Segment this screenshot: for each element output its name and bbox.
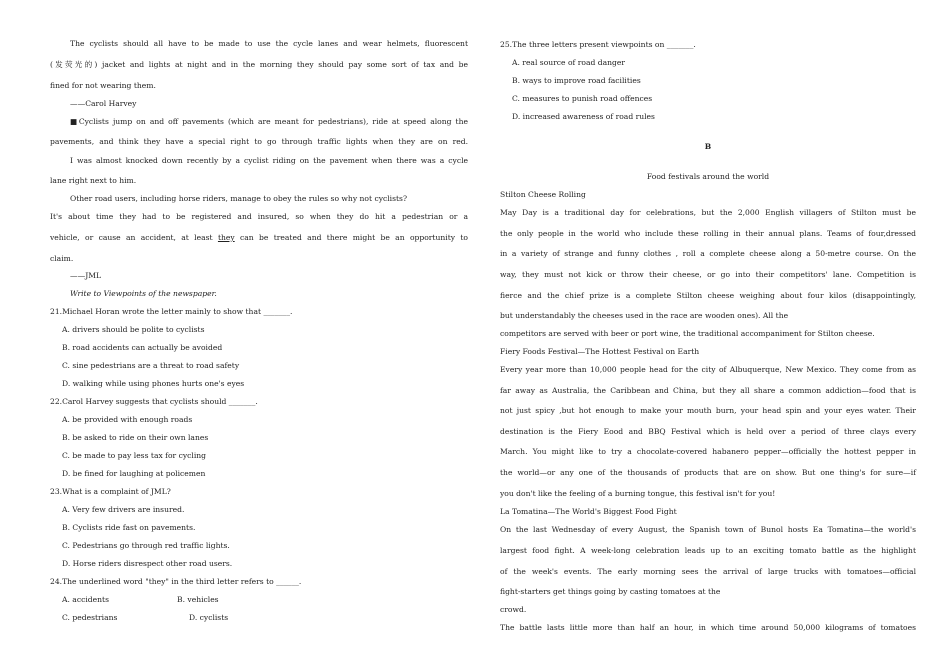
paragraph-line: On the last Wednesday of every August, the Spanish town of Bunol hosts Ea Tomatina—the world's: [500, 525, 916, 534]
letter3-line: [50, 233, 468, 242]
passage-title: Food festivals around the world: [646, 172, 770, 181]
option-25c: C. measures to punish road offences: [512, 94, 653, 103]
option-24b: B. vehicles: [177, 595, 219, 604]
option-21a: A. drivers should be polite to cyclists: [62, 325, 205, 334]
paragraph-line: destination is the Fiery Eood and BBQ Festival which is held over a period of three clays every: [500, 427, 916, 436]
letter2-line: (发荧光的) jacket and lights at night and in the morning they should pay some sort of tax and be: [50, 60, 468, 69]
paragraph-line: Every year more than 10,000 people head for the city of Albuquerque, New Mexico. They come from as: [500, 365, 916, 374]
text-span: vehicle, or cause an accident, at least: [50, 233, 218, 242]
option-21c: C. sine pedestrians are a threat to road safety: [62, 361, 240, 370]
letter3-line: It's about time they had to be registered and insured, so when they do hit a pedestrian or a: [50, 212, 468, 221]
heading-stilton-cheese-rolling: Stilton Cheese Rolling: [500, 190, 586, 199]
paragraph-line: of the week's events. The early morning sees the arrival of large trucks with tomatoes—official: [500, 567, 916, 576]
note-write-to-viewpoints: Write to Viewpoints of the newspaper.: [70, 289, 217, 298]
signature-carol-harvey: ——Carol Harvey: [70, 99, 137, 108]
option-row-24ab: [50, 595, 219, 604]
option-23d: D. Horse riders disrespect other road users.: [62, 559, 233, 568]
paragraph-line: the only people in the world who include these rolling in their annual plans. Teams of four,dressed: [500, 229, 916, 238]
option-23b: B. Cyclists ride fast on pavements.: [62, 523, 196, 532]
option-25d: D. increased awareness of road rules: [512, 112, 655, 121]
heading-la-tomatina: La Tomatina—The World's Biggest Food Fight: [500, 507, 677, 516]
paragraph-line: largest food fight. A week-long celebration leads up to an exciting tomato battle as the highlight: [500, 546, 916, 555]
letter2-line: The cyclists should all have to be made to use the cycle lanes and wear helmets, fluorescent: [70, 39, 468, 48]
letter3-line: I was almost knocked down recently by a cyclist riding on the pavement when there was a cycle: [70, 156, 468, 165]
paragraph-line: fight-starters get things going by casting tomatoes at the: [500, 587, 721, 596]
paragraph-line: but understandably the cheeses used in the race are wooden ones). All the: [500, 311, 789, 320]
question-23: 23.What is a complaint of JML?: [50, 487, 171, 496]
question-22: 22.Carol Harvey suggests that cyclists should _______.: [50, 397, 258, 406]
option-row-24cd: [50, 613, 228, 622]
option-24c: C. pedestrians: [62, 613, 118, 622]
option-24a: A. accidents: [62, 595, 109, 604]
letter2-line: fined for not wearing them.: [50, 81, 156, 90]
option-22b: B. be asked to ride on their own lanes: [62, 433, 209, 442]
paragraph-line: March. You might like to try a chocolate-covered habanero pepper—officially the hottest pepper in: [500, 447, 916, 456]
option-23c: C. Pedestrians go through red traffic lights.: [62, 541, 230, 550]
section-heading-b: B: [704, 142, 712, 151]
option-21b: B. road accidents can actually be avoided: [62, 343, 223, 352]
option-22d: D. be fined for laughing at policemen: [62, 469, 206, 478]
option-23a: A. Very few drivers are insured.: [62, 505, 185, 514]
paragraph-line: May Day is a traditional day for celebrations, but the 2,000 English villagers of Stilton must be: [500, 208, 916, 217]
paragraph-line: The battle lasts little more than half an hour, in which time around 50,000 kilograms of tomatoes: [500, 623, 916, 632]
paragraph-line: in a variety of strange and funny clothes , roll a complete cheese along a 50-metre course. On the: [500, 249, 916, 258]
paragraph-line: fierce and the chief prize is a complete Stilton cheese weighing about four kilos (disappointingly,: [500, 291, 916, 300]
letter3-line: ■Cyclists jump on and off pavements (which are meant for pedestrians), ride at speed along the: [70, 117, 468, 126]
paragraph-line: far away as Australia, the Caribbean and China, but they all share a common addiction—food that is: [500, 386, 916, 395]
question-25: 25.The three letters present viewpoints on _______.: [500, 40, 696, 49]
heading-fiery-foods-festival: Fiery Foods Festival—The Hottest Festival on Earth: [500, 347, 700, 356]
question-21: 21.Michael Horan wrote the letter mainly to show that _______.: [50, 307, 293, 316]
paragraph-line: way, they must not kick or throw their cheese, or go into their competitors' lane. Competition is: [500, 270, 916, 279]
paragraph-line: competitors are served with beer or port wine, the traditional accompaniment for Stilton cheese.: [500, 329, 875, 338]
option-22a: A. be provided with enough roads: [62, 415, 193, 424]
text-span: can be treated and there might be an opportunity to: [234, 233, 469, 242]
option-25b: B. ways to improve road facilities: [512, 76, 641, 85]
paragraph-line: the world—or any one of the thousands of products that are on show. But one thing's for sure—if: [500, 468, 916, 477]
paragraph-line: you don't like the feeling of a burning tongue, this festival isn't for you!: [500, 489, 776, 498]
option-24d: D. cyclists: [189, 613, 229, 622]
letter3-line: pavements, and think they have a special right to go through traffic lights when they are on red.: [50, 137, 468, 146]
option-22c: C. be made to pay less tax for cycling: [62, 451, 206, 460]
letter3-line: claim.: [50, 254, 74, 263]
underlined-word-they: they: [217, 233, 235, 242]
paragraph-line: crowd.: [500, 605, 527, 614]
letter3-line: Other road users, including horse riders, manage to obey the rules so why not cyclists?: [70, 194, 408, 203]
question-24: 24.The underlined word "they" in the third letter refers to ______.: [50, 577, 302, 586]
signature-jml: ——JML: [70, 271, 102, 280]
option-21d: D. walking while using phones hurts one's eyes: [62, 379, 245, 388]
option-25a: A. real source of road danger: [512, 58, 626, 67]
letter3-line: lane right next to him.: [50, 176, 137, 185]
paragraph-line: not just spicy ,but hot enough to make your mouth burn, your head spin and your eyes water. Their: [500, 406, 916, 415]
